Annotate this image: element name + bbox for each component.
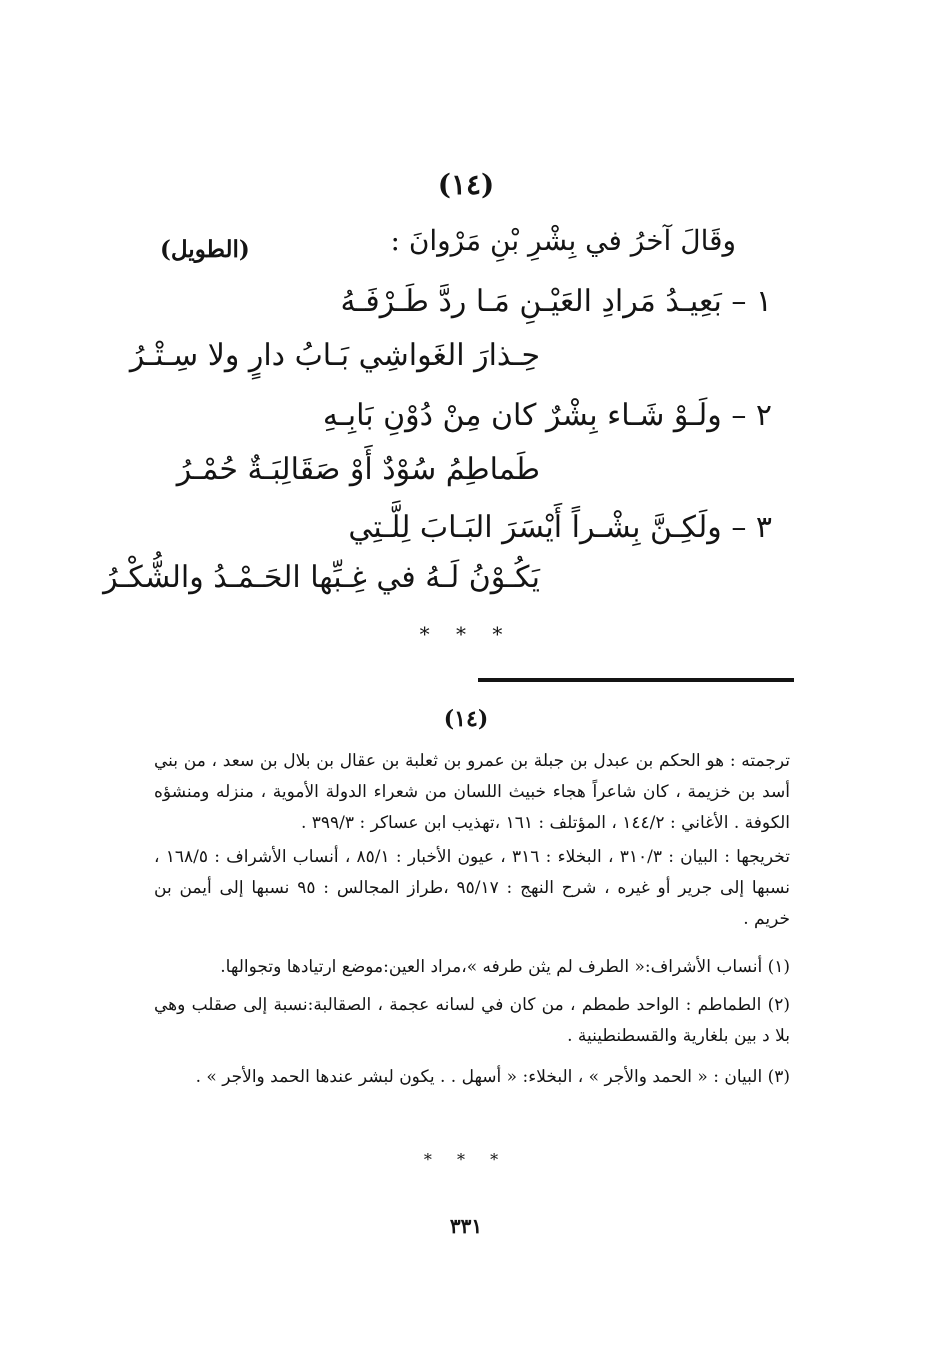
poem-intro: وقَالَ آخرُ في بِشْرِ بْنِ مَرْوانَ : bbox=[390, 224, 736, 257]
note-biography: ترجمته : هو الحكم بن عبدل بن جبلة بن عمرو بن ثعلبة بن عقال بن بلال بن سعد ، من بني أسد بن خزيمة ، كان شاعراً هجاء خبيث اللسان من شعراء الدولة الأموية ، منزله ومنشؤه الكوفة . الأغاني : ١٤٤/٢ ، المؤتلف : ١٦١ ،تهذيب ابن عساكر : ٣٩٩/٣ . bbox=[154, 751, 790, 833]
page-number: ٣٣١ bbox=[449, 1214, 483, 1238]
note-item-3: (٣) البيان : « الحمد والأجر » ، البخلاء: « أسهل . . يكون لبشر عندها الحمد والأجر » . bbox=[195, 1067, 790, 1087]
poem-separator: * * * bbox=[419, 622, 513, 646]
note-item-1: (١) أنساب الأشراف:« الطرف لم يثن طرفه »،مراد العين:موضع ارتيادها وتجوالها. bbox=[220, 957, 790, 977]
verse-3-second-hemistich: يَكُـوْنُ لَـهُ في غِـبِّها الحَـمْـدُ والشُّكْـرُ bbox=[103, 560, 540, 595]
note-sources: تخريجها : البيان : ٣١٠/٣ ، البخلاء : ٣١٦ ، عيون الأخبار : ٨٥/١ ، أنساب الأشراف : ١٦٨/٥ ، نسبها إلى جرير أو غيره ، شرح النهج : ٩٥/١٧ ،طراز المجالس : ٩٥ نسبها إلى أيمن بن خريم . bbox=[154, 847, 790, 929]
verse-2-first-hemistich: ٢ – ولَـوْ شَـاء بِشْرٌ كان مِنْ دُوْنِ بَابِـهِ bbox=[322, 398, 772, 433]
verse-3-first-hemistich: ٣ – ولَكِـنَّ بِشْـراً أَيْسَرَ البَـابَ لِلَّـتِي bbox=[348, 510, 772, 545]
note-item-2: (٢) الطماطم : الواحد طمطم ، من كان في لسانه عجمة ، الصقالبة:نسبة إلى صقلب وهي بلا د بين بلغارية والقسطنطينية . bbox=[154, 995, 790, 1046]
footnote-divider bbox=[478, 678, 794, 682]
notes-separator: * * * bbox=[423, 1150, 509, 1169]
verse-2-second-hemistich: طَماطِمُ سُوْدٌ أَوْ صَقَالِبَـةٌ حُمْـرُ bbox=[176, 452, 540, 487]
verse-1-first-hemistich: ١ – بَعِيـدُ مَرادِ العَيْـنِ مَـا ردَّ طَـرْفَـهُ bbox=[340, 284, 772, 319]
verse-1-second-hemistich: حِـذارَ الغَواشِي بَـابُ دارٍ ولا سِـتْـرُ bbox=[129, 338, 540, 373]
poem-meter: (الطويل) bbox=[160, 236, 250, 263]
poem-number: (١٤) bbox=[437, 168, 495, 201]
notes-number: (١٤) bbox=[443, 706, 489, 732]
